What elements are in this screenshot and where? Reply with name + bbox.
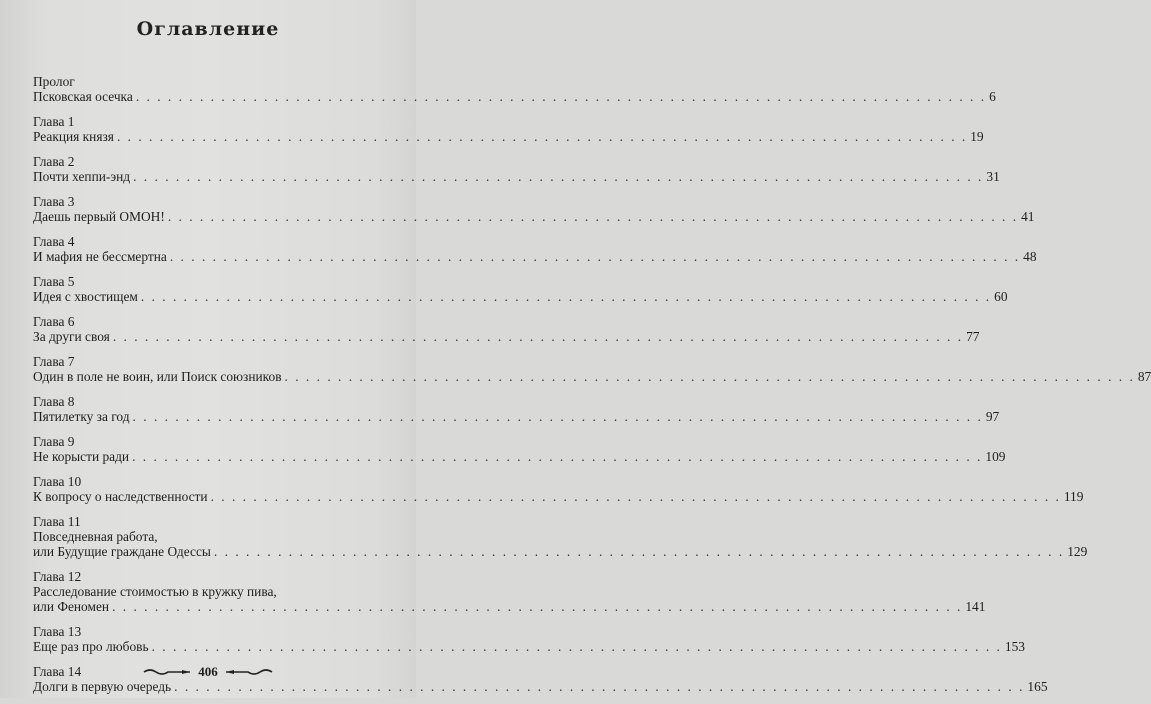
chapter-title-row	[33, 129, 984, 144]
chapter-page-number: 119	[1063, 489, 1084, 504]
page-footer	[0, 664, 416, 680]
toc-entry	[33, 274, 1008, 314]
dot-leader: . . . . . . . . . . . . . . . . . . . . . . . . . . . . . . . . . . . . . . . . . . . . . . . . . . . . . . . . . . . . . . . . . . . . . . . . . . . . . . . .	[151, 639, 1002, 654]
chapter-title-row	[33, 489, 1084, 504]
chapter-label: Глава 7	[33, 354, 75, 369]
chapter-label: Глава 5	[33, 274, 75, 289]
chapter-title-row	[33, 639, 1025, 654]
table-of-contents	[33, 74, 1151, 704]
chapter-label: Глава 10	[33, 474, 82, 489]
toc-entry	[33, 624, 1025, 664]
dot-leader: . . . . . . . . . . . . . . . . . . . . . . . . . . . . . . . . . . . . . . . . . . . . . . . . . . . . . . . . . . . . . . . . . . . . . . . . . . . . . . . .	[135, 89, 987, 104]
page-number: 406	[198, 664, 218, 679]
chapter-title: Пятилетку за год	[33, 409, 130, 424]
right-ornament-icon	[224, 668, 274, 676]
chapter-title: К вопросу о наследственности	[33, 489, 208, 504]
chapter-page-number: 141	[965, 599, 986, 614]
dot-leader: . . . . . . . . . . . . . . . . . . . . . . . . . . . . . . . . . . . . . . . . . . . . . . . . . . . . . . . . . . . . . . . . . . . . . . . . . . . . . . . .	[213, 544, 1065, 559]
chapter-title-line: Повседневная работа,	[33, 529, 158, 544]
left-ornament-icon	[142, 668, 192, 676]
chapter-title-row	[33, 449, 1006, 464]
dot-leader: . . . . . . . . . . . . . . . . . . . . . . . . . . . . . . . . . . . . . . . . . . . . . . . . . . . . . . . . . . . . . . . . . . . . . . . . . . . . . . . .	[132, 449, 983, 464]
chapter-title: Еще раз про любовь	[33, 639, 149, 654]
chapter-label: Глава 1	[33, 114, 75, 129]
chapter-label: Глава 11	[33, 514, 81, 529]
chapter-title: За други своя	[33, 329, 110, 344]
chapter-title: Почти хеппи-энд	[33, 169, 131, 184]
chapter-title: Один в поле не воин, или Поиск союзников	[33, 369, 282, 384]
chapter-title: Даешь первый ОМОН!	[33, 209, 165, 224]
toc-entry	[33, 194, 1035, 234]
chapter-page-number: 87	[1137, 369, 1151, 384]
toc-entry	[33, 154, 1000, 194]
chapter-label: Глава 2	[33, 154, 75, 169]
chapter-title: Долги в первую очередь	[33, 679, 172, 694]
toc-entry	[33, 114, 984, 154]
toc-entry	[33, 314, 980, 354]
chapter-title: Не корысти ради	[33, 449, 130, 464]
dot-leader: . . . . . . . . . . . . . . . . . . . . . . . . . . . . . . . . . . . . . . . . . . . . . . . . . . . . . . . . . . . . . . . . . . . . . . . . . . . . . . . .	[284, 369, 1135, 384]
dot-leader: . . . . . . . . . . . . . . . . . . . . . . . . . . . . . . . . . . . . . . . . . . . . . . . . . . . . . . . . . . . . . . . . . . . . . . . . . . . . . . . .	[132, 409, 983, 424]
chapter-label: Глава 14	[33, 664, 82, 679]
chapter-label: Глава 8	[33, 394, 75, 409]
toc-entry	[33, 354, 1151, 394]
chapter-title-line: Расследование стоимостью в кружку пива,	[33, 584, 277, 599]
chapter-title-row	[33, 599, 986, 614]
dot-leader: . . . . . . . . . . . . . . . . . . . . . . . . . . . . . . . . . . . . . . . . . . . . . . . . . . . . . . . . . . . . . . . . . . . . . . . . . . . . . . . .	[140, 289, 992, 304]
chapter-label: Глава 3	[33, 194, 75, 209]
chapter-page-number: 109	[985, 449, 1006, 464]
toc-entry	[33, 74, 996, 114]
dot-leader: . . . . . . . . . . . . . . . . . . . . . . . . . . . . . . . . . . . . . . . . . . . . . . . . . . . . . . . . . . . . . . . . . . . . . . . . . . . . . . . .	[112, 329, 964, 344]
chapter-title: Реакция князя	[33, 129, 114, 144]
dot-leader: . . . . . . . . . . . . . . . . . . . . . . . . . . . . . . . . . . . . . . . . . . . . . . . . . . . . . . . . . . . . . . . . . . . . . . . . . . . . . . . .	[116, 129, 968, 144]
chapter-title-row	[33, 329, 980, 344]
toc-entry	[33, 394, 1000, 434]
chapter-title: или Феномен	[33, 599, 110, 614]
chapter-label: Глава 13	[33, 624, 82, 639]
chapter-title-row	[33, 679, 1048, 694]
chapter-title-row	[33, 369, 1151, 384]
chapter-page-number: 165	[1027, 679, 1048, 694]
dot-leader: . . . . . . . . . . . . . . . . . . . . . . . . . . . . . . . . . . . . . . . . . . . . . . . . . . . . . . . . . . . . . . . . . . . . . . . . . . . . . . . .	[169, 249, 1021, 264]
chapter-page-number: 48	[1023, 249, 1037, 264]
chapter-title-row	[33, 249, 1037, 264]
chapter-page-number: 97	[985, 409, 1000, 424]
chapter-title: Идея с хвостищем	[33, 289, 138, 304]
toc-entry	[33, 474, 1084, 514]
chapter-label: Пролог	[33, 74, 75, 89]
chapter-title-row	[33, 209, 1035, 224]
page-title: Оглавление	[136, 18, 280, 40]
dot-leader: . . . . . . . . . . . . . . . . . . . . . . . . . . . . . . . . . . . . . . . . . . . . . . . . . . . . . . . . . . . . . . . . . . . . . . . . . . . . . . . .	[174, 679, 1025, 694]
chapter-title: Псковская осечка	[33, 89, 133, 104]
chapter-title-row	[33, 544, 1088, 559]
dot-leader: . . . . . . . . . . . . . . . . . . . . . . . . . . . . . . . . . . . . . . . . . . . . . . . . . . . . . . . . . . . . . . . . . . . . . . . . . . . . . . . .	[112, 599, 963, 614]
chapter-title-row	[33, 409, 1000, 424]
chapter-title-row	[33, 169, 1000, 184]
chapter-title: И мафия не бессмертна	[33, 249, 167, 264]
chapter-page-number: 31	[986, 169, 1000, 184]
chapter-label: Глава 4	[33, 234, 75, 249]
chapter-page-number: 153	[1004, 639, 1025, 654]
chapter-title: или Будущие граждане Одессы	[33, 544, 211, 559]
chapter-page-number: 41	[1021, 209, 1035, 224]
dot-leader: . . . . . . . . . . . . . . . . . . . . . . . . . . . . . . . . . . . . . . . . . . . . . . . . . . . . . . . . . . . . . . . . . . . . . . . . . . . . . . . .	[133, 169, 984, 184]
chapter-title-row	[33, 289, 1008, 304]
toc-entry	[33, 569, 986, 624]
chapter-title-row	[33, 89, 996, 104]
chapter-label: Глава 9	[33, 434, 75, 449]
dot-leader: . . . . . . . . . . . . . . . . . . . . . . . . . . . . . . . . . . . . . . . . . . . . . . . . . . . . . . . . . . . . . . . . . . . . . . . . . . . . . . . .	[167, 209, 1019, 224]
dot-leader: . . . . . . . . . . . . . . . . . . . . . . . . . . . . . . . . . . . . . . . . . . . . . . . . . . . . . . . . . . . . . . . . . . . . . . . . . . . . . . . .	[210, 489, 1061, 504]
chapter-page-number: 60	[994, 289, 1008, 304]
chapter-page-number: 77	[966, 329, 980, 344]
toc-entry	[33, 234, 1037, 274]
chapter-page-number: 129	[1067, 544, 1088, 559]
toc-entry	[33, 434, 1006, 474]
toc-entry	[33, 514, 1088, 569]
chapter-page-number: 19	[970, 129, 984, 144]
chapter-label: Глава 6	[33, 314, 75, 329]
chapter-page-number: 6	[989, 89, 996, 104]
chapter-label: Глава 12	[33, 569, 82, 584]
